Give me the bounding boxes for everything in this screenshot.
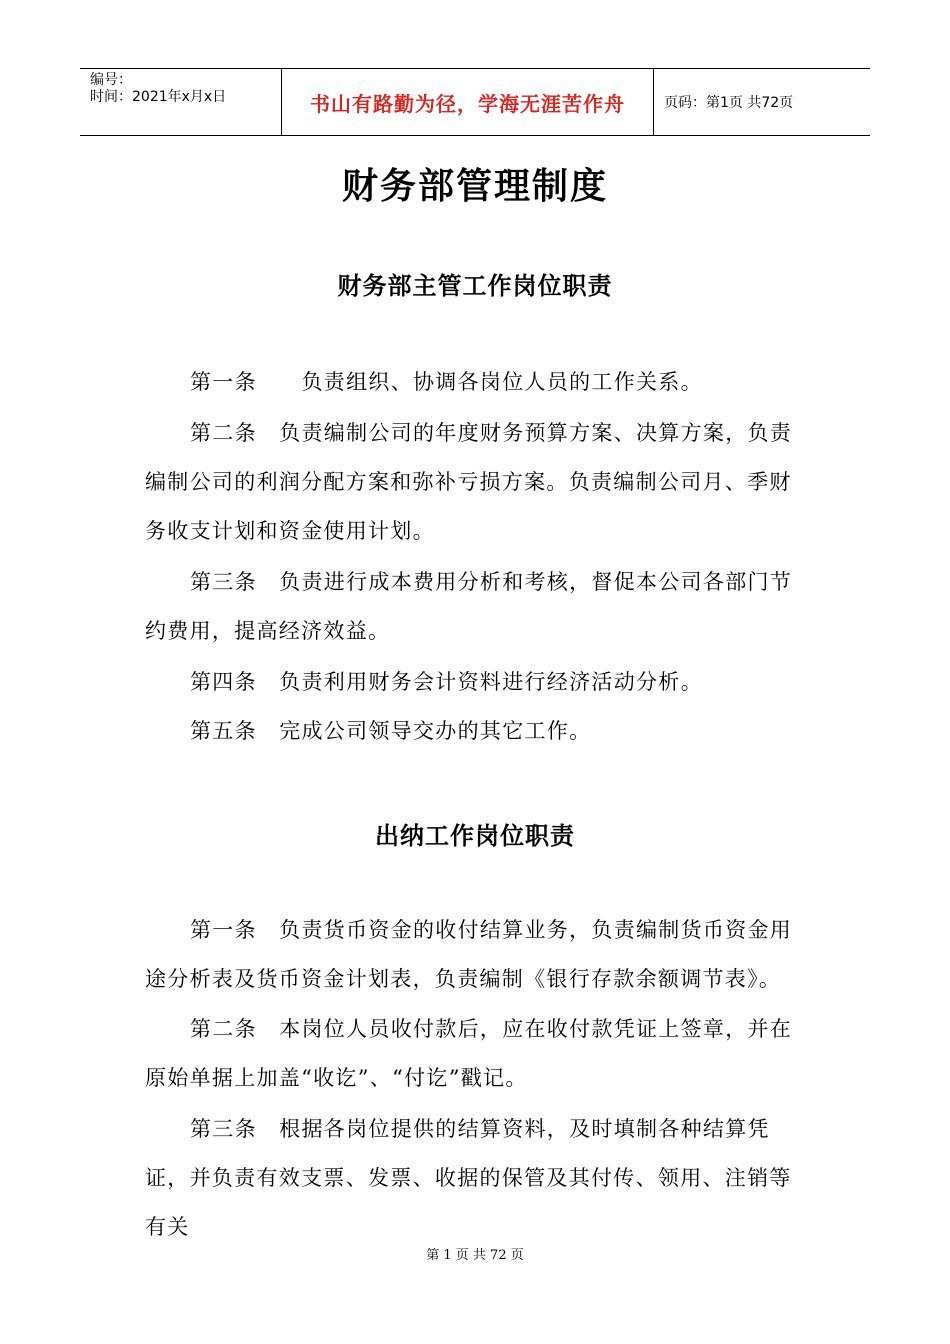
paragraph: 第三条 根据各岗位提供的结算资料，及时填制各种结算凭证，并负责有效支票、发票、收据的保管及其付传、领用、注销等有关 <box>145 1117 792 1239</box>
document-title: 财务部管理制度 <box>341 165 608 207</box>
paragraph: 第一条 负责货币资金的收付结算业务，负责编制货币资金用途分析表及货币资金计划表，负责编制《银行存款余额调节表》。 <box>145 918 793 991</box>
paragraph: 第二条 负责编制公司的年度财务预算方案、决算方案，负责编制公司的利润分配方案和弥补亏损方案。负责编制公司月、季财务收支计划和资金使用计划。 <box>145 421 793 543</box>
paragraph: 第四条 负责利用财务会计资料进行经济活动分析。 <box>190 670 703 694</box>
paragraph: 第一条 负责组织、协调各岗位人员的工作关系。 <box>190 370 703 394</box>
page-footer: 第 1 页 共 72 页 <box>426 1248 524 1263</box>
paragraph: 第二条 本岗位人员收付款后，应在收付款凭证上签章，并在原始单据上加盖“收讫”、“付讫”戳记。 <box>145 1017 793 1090</box>
header-meta <box>80 69 282 135</box>
header-page-info: 页码：第1页 共72页 <box>664 95 794 111</box>
page-header <box>80 68 870 136</box>
paragraph: 第五条 完成公司领导交办的其它工作。 <box>190 719 592 743</box>
header-motto: 书山有路勤为径，学海无涯苦作舟 <box>282 69 654 135</box>
document-number-label: 编号： <box>90 72 132 88</box>
paragraph: 第三条 负责进行成本费用分析和考核，督促本公司各部门节约费用，提高经济效益。 <box>145 570 793 643</box>
document-time-label: 时间：2021年x月x日 <box>90 89 227 105</box>
section-title-cashier: 出纳工作岗位职责 <box>375 821 575 850</box>
section-title-supervisor: 财务部主管工作岗位职责 <box>337 271 613 300</box>
